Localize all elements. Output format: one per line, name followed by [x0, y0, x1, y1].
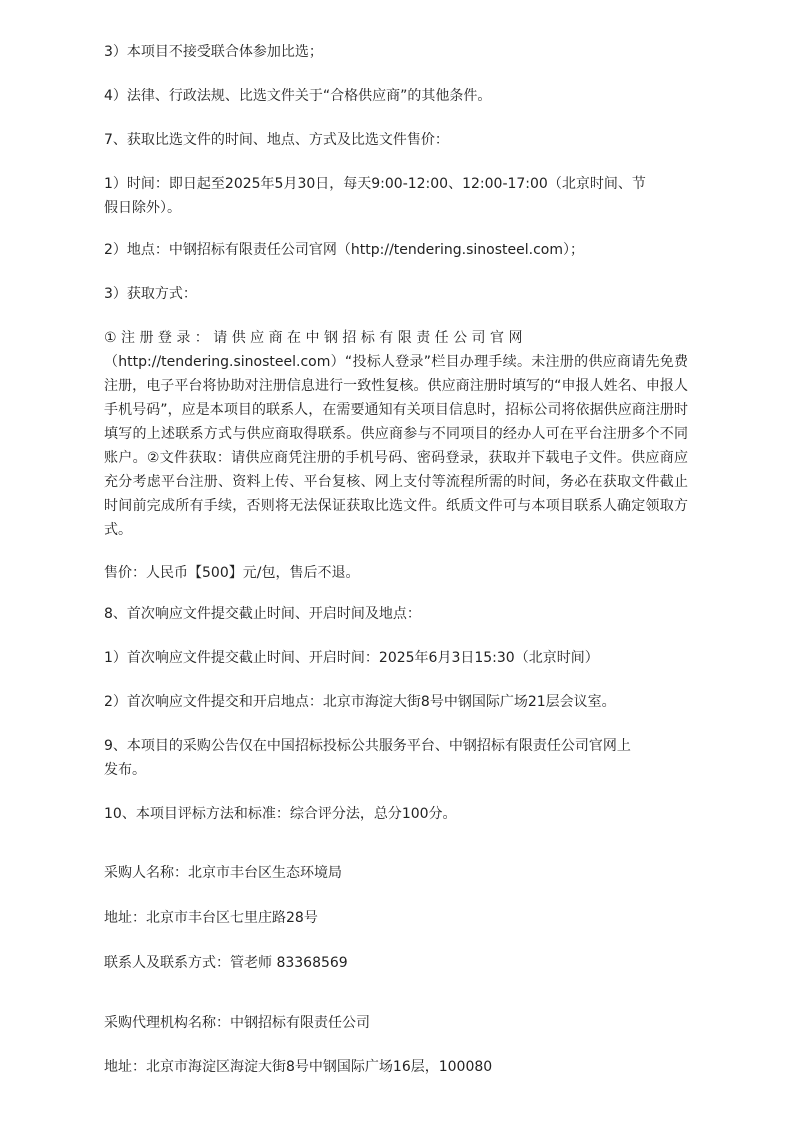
paragraph-method-line1: ① 注 册 登 录 ： 请 供 应 商 在 中 钢 招 标 有 限 责 任 公 司 官 网: [104, 330, 523, 346]
paragraph-location: 2）地点：中钢招标有限责任公司官网（http://tendering.sinosteel.com）；: [104, 242, 584, 258]
purchaser-address: 地址：北京市丰台区七里庄路28号: [104, 910, 318, 926]
paragraph-condition-3: 3）本项目不接受联合体参加比选；: [104, 44, 323, 60]
paragraph-submit-location: 2）首次响应文件提交和开启地点：北京市海淀大街8号中钢国际广场21层会议室。: [104, 694, 616, 710]
paragraph-time-line2: 假日除外）。: [104, 200, 181, 216]
purchaser-contact: 联系人及联系方式：管老师 83368569: [104, 955, 348, 971]
paragraph-time-line1: 1）时间：即日起至2025年5月30日，每天9:00-12:00、12:00-17:00（北京时间、节: [104, 176, 646, 192]
paragraph-announcement-line2: 发布。: [104, 762, 146, 778]
paragraph-deadline: 1）首次响应文件提交截止时间、开启时间：2025年6月3日15:30（北京时间）: [104, 650, 599, 666]
purchaser-name: 采购人名称：北京市丰台区生态环境局: [104, 865, 342, 881]
section-heading-7: 7、获取比选文件的时间、地点、方式及比选文件售价：: [104, 132, 449, 148]
paragraph-condition-4: 4）法律、行政法规、比选文件关于“合格供应商”的其他条件。: [104, 88, 492, 104]
paragraph-evaluation: 10、本项目评标方法和标准：综合评分法，总分100分。: [104, 806, 457, 822]
agency-name: 采购代理机构名称：中钢招标有限责任公司: [104, 1015, 370, 1031]
paragraph-price: 售价：人民币【500】元/包，售后不退。: [104, 565, 360, 581]
section-heading-8: 8、首次响应文件提交截止时间、开启时间及地点：: [104, 606, 421, 622]
agency-address: 地址：北京市海淀区海淀大街8号中钢国际广场16层，100080: [104, 1059, 493, 1075]
paragraph-method-body: （http://tendering.sinosteel.com）“投标人登录”栏目办理手续。未注册的供应商请先免费注册，电子平台将协助对注册信息进行一致性复核。供应商注册时填写的“申报人姓名、申报人手机号码”，应是本项目的联系人，在需要通知有关项目信息时，招标公司将依据供应商注册时填写的上述联系方式与供应商取得联系。供应商参与不同项目的经办人可在平台注册多个不同账户。②文件获取：请供应商凭注册的手机号码、密码登录，获取并下载电子文件。供应商应充分考虑平台注册、资料上传、平台复核、网上支付等流程所需的时间，务必在获取文件截止时间前完成所有手续，否则将无法保证获取比选文件。纸质文件可与本项目联系人确定领取方式。: [104, 354, 688, 538]
paragraph-method-heading: 3）获取方式：: [104, 286, 197, 302]
paragraph-announcement-line1: 9、本项目的采购公告仅在中国招标投标公共服务平台、中钢招标有限责任公司官网上: [104, 738, 631, 754]
